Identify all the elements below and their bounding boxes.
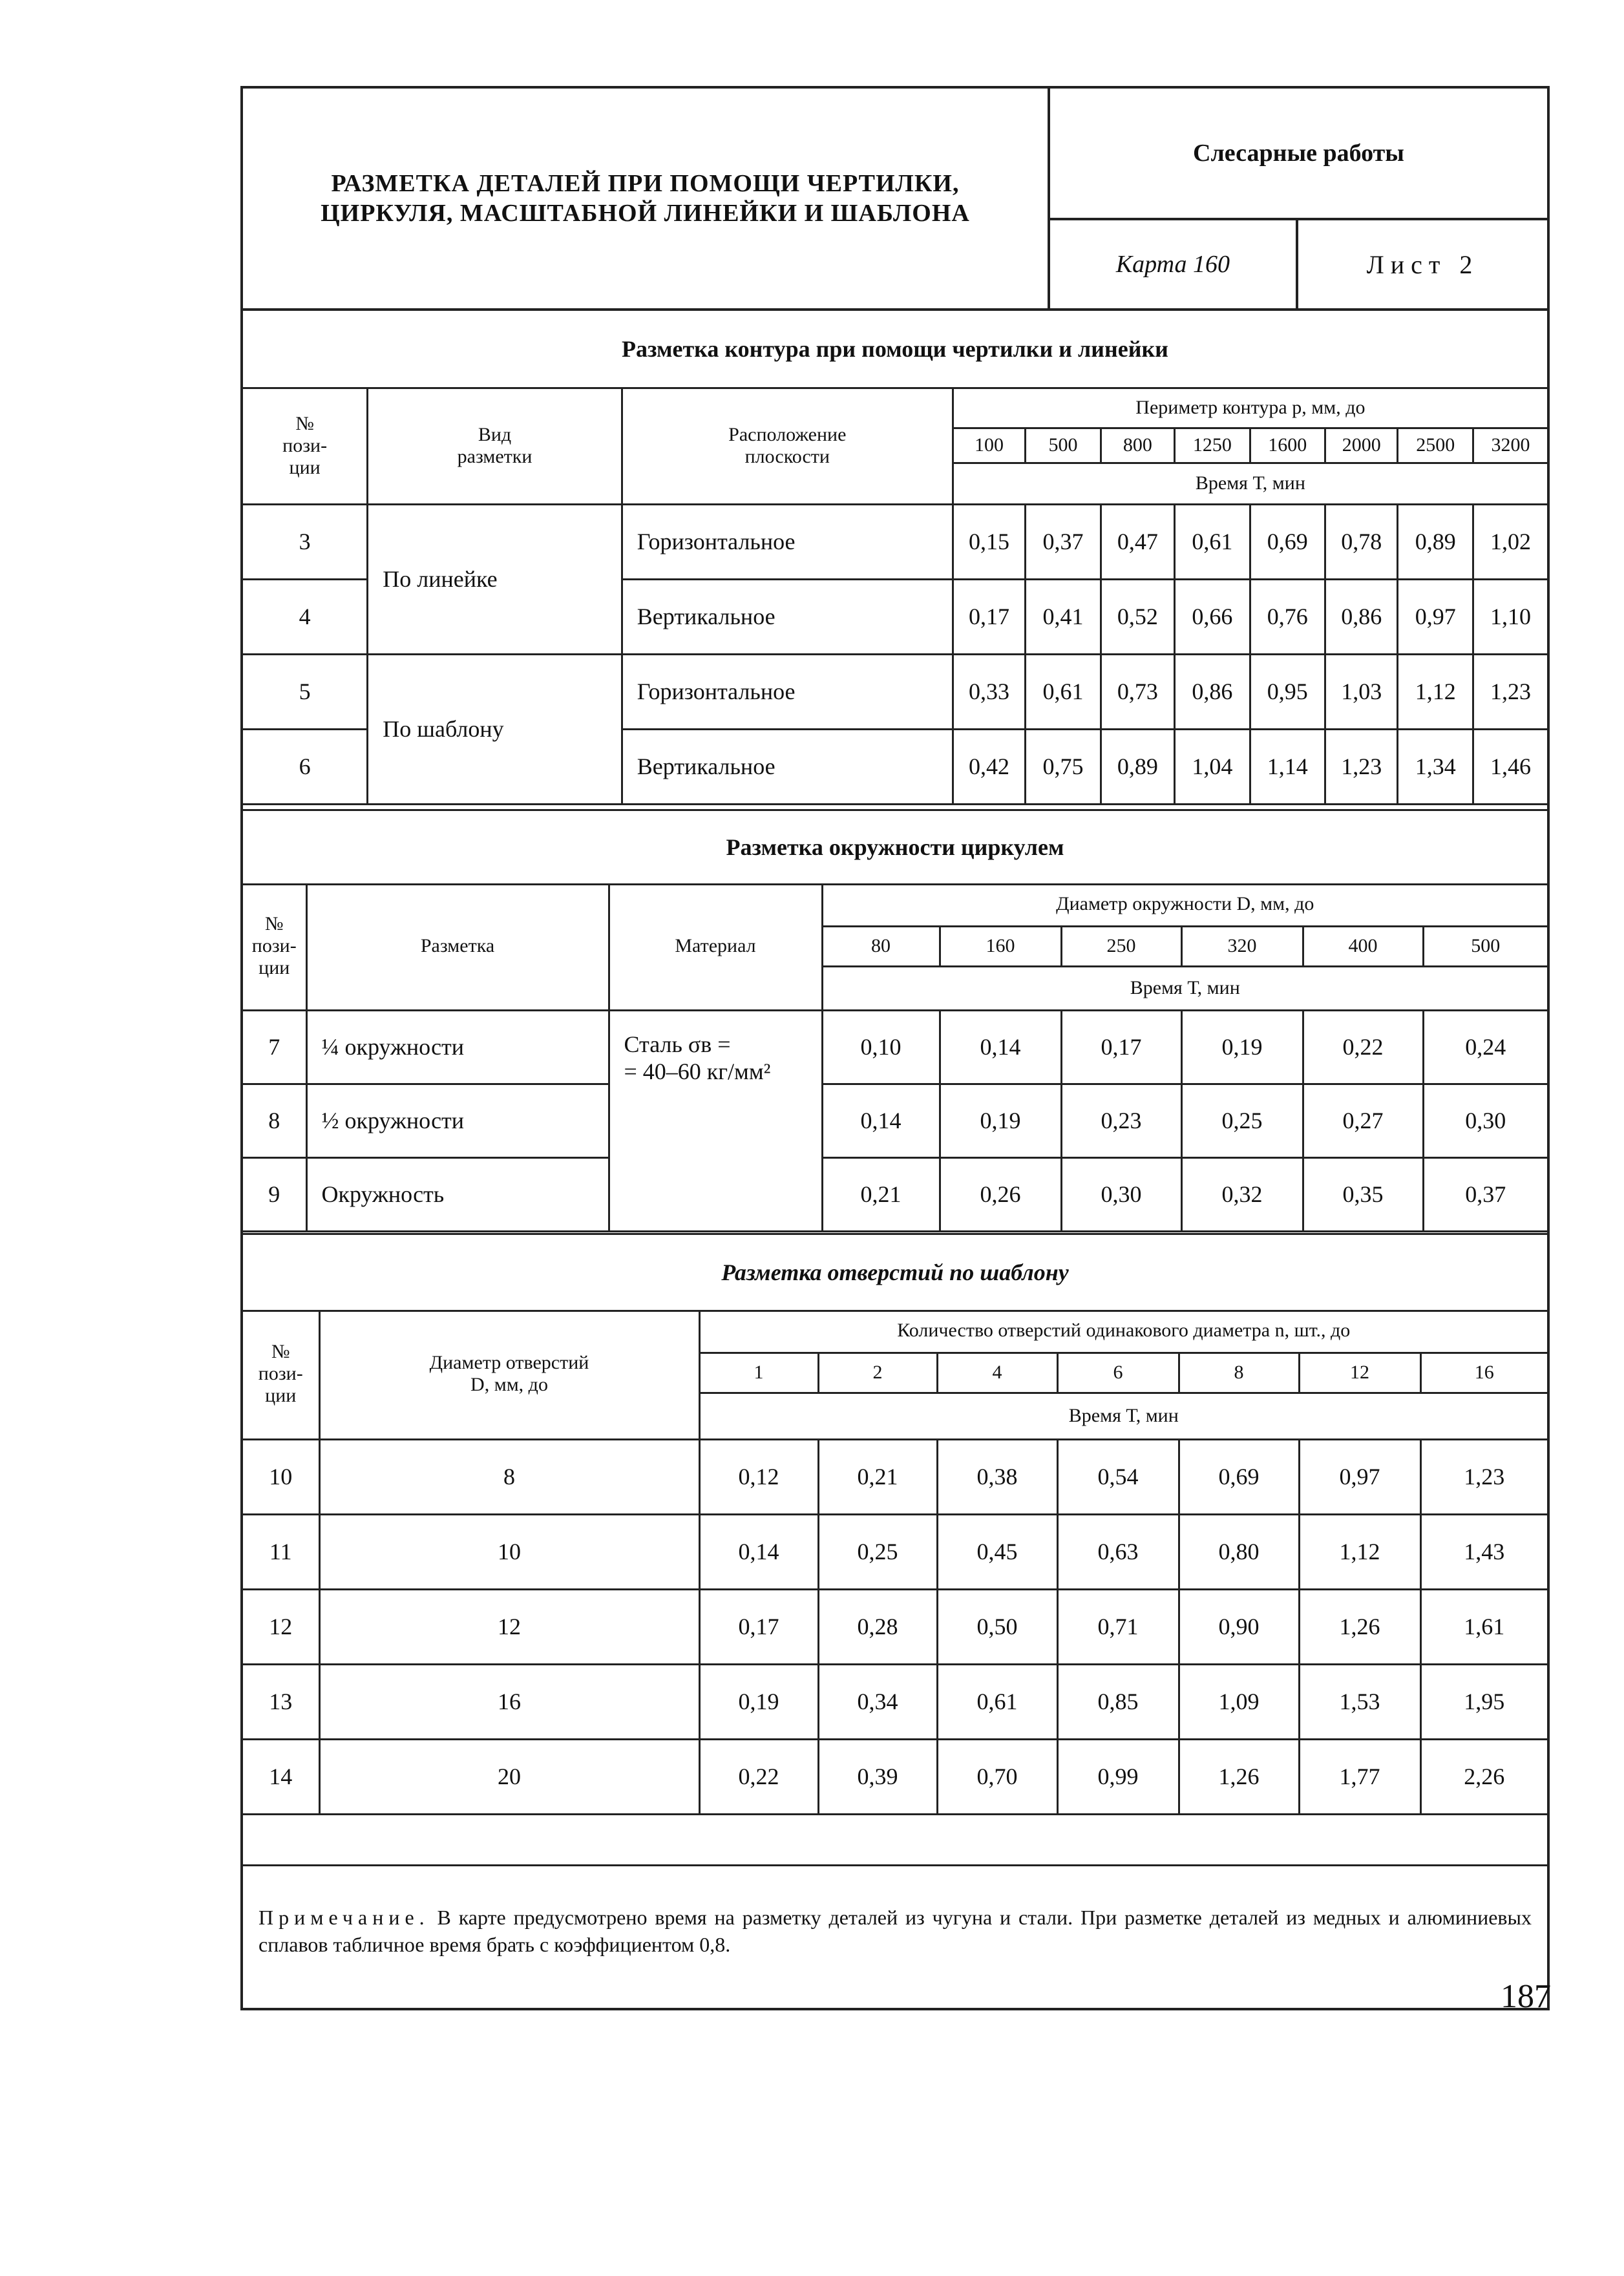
t2-col-position: № пози- ции — [243, 883, 306, 1010]
table-cell: 0,35 — [1303, 1157, 1423, 1231]
t1-time-header: Время Т, мин — [953, 463, 1547, 504]
t1-perimeter: 2000 — [1325, 428, 1398, 463]
t3-col-diameter: Диаметр отверстий D, мм, до — [319, 1310, 699, 1439]
table-cell: 0,34 — [818, 1664, 937, 1739]
table-cell-diameter: 12 — [319, 1589, 699, 1664]
table-cell: 0,19 — [1181, 1010, 1303, 1084]
table-cell: 0,61 — [1175, 504, 1250, 579]
t1-col-position: № пози- ции — [243, 389, 368, 504]
table-cell: 1,02 — [1473, 504, 1547, 579]
table-cell: 0,27 — [1303, 1084, 1423, 1157]
table-cell: 0,70 — [937, 1739, 1057, 1814]
table-cell: 0,22 — [1303, 1010, 1423, 1084]
table-cell: 0,95 — [1250, 654, 1325, 729]
table-cell: 0,30 — [1061, 1157, 1181, 1231]
table-cell: 0,10 — [822, 1010, 940, 1084]
t1-group-ruler: По линейке — [368, 504, 622, 654]
table-cell: 0,17 — [699, 1589, 818, 1664]
t3-count: 6 — [1057, 1353, 1179, 1393]
table-cell: 0,17 — [1061, 1010, 1181, 1084]
table-cell: 0,73 — [1101, 654, 1174, 729]
t1-group-template: По шаблону — [368, 654, 622, 804]
table-cell: 1,23 — [1325, 729, 1398, 804]
table-cell-plane: Горизонтальное — [622, 504, 953, 579]
table-cell: 1,26 — [1179, 1739, 1299, 1814]
table-cell: 0,89 — [1398, 504, 1473, 579]
table-cell-plane: Горизонтальное — [622, 654, 953, 729]
table-cell: 0,25 — [818, 1514, 937, 1589]
table-cell: 0,45 — [937, 1514, 1057, 1589]
t1-group-header: Периметр контура р, мм, до — [953, 389, 1547, 428]
table-cell-diameter: 8 — [319, 1439, 699, 1514]
table-cell: 1,23 — [1420, 1439, 1547, 1514]
t3-count: 1 — [699, 1353, 818, 1393]
table-cell: 0,66 — [1175, 579, 1250, 654]
table-cell: 0,32 — [1181, 1157, 1303, 1231]
table-cell-position: 8 — [243, 1084, 306, 1157]
table-cell: 0,97 — [1299, 1439, 1420, 1514]
table-cell: 1,34 — [1398, 729, 1473, 804]
table-cell-position: 14 — [243, 1739, 319, 1814]
table-cell: 0,99 — [1057, 1739, 1179, 1814]
table-cell: 1,46 — [1473, 729, 1547, 804]
table-cell: 0,47 — [1101, 504, 1174, 579]
table-cell: 0,14 — [699, 1514, 818, 1589]
table-cell-diameter: 20 — [319, 1739, 699, 1814]
table-cell-diameter: 16 — [319, 1664, 699, 1739]
table-cell-position: 12 — [243, 1589, 319, 1664]
footnote — [243, 1864, 1547, 2008]
t1-perimeter: 100 — [953, 428, 1025, 463]
table-cell: 0,61 — [1026, 654, 1101, 729]
category-label: Слесарные работы — [1050, 89, 1547, 220]
table-cell: 0,38 — [937, 1439, 1057, 1514]
table-cell-plane: Вертикальное — [622, 579, 953, 654]
table-cell: 0,76 — [1250, 579, 1325, 654]
table2-circle-marking — [243, 883, 1547, 1232]
t3-col-position: № пози- ции — [243, 1310, 319, 1439]
page-number: 187 — [1501, 1978, 1551, 2015]
footnote-lead: Примечание. — [258, 1906, 430, 1929]
t3-count: 16 — [1420, 1353, 1547, 1393]
t3-group-header: Количество отверстий одинакового диаметра n, шт., до — [699, 1310, 1547, 1353]
table-cell: 0,54 — [1057, 1439, 1179, 1514]
footnote-text: В карте предусмотрено время на разметку деталей из чугуна и стали. При разметке деталей из медных и алюминиевых сплавов табличное время брать с коэффициентом 0,8. — [258, 1906, 1532, 1956]
t2-time-header: Время Т, мин — [822, 966, 1547, 1010]
table-cell-position: 4 — [243, 579, 368, 654]
table-cell: 0,12 — [699, 1439, 818, 1514]
table-cell: 1,04 — [1175, 729, 1250, 804]
t2-col-marking: Разметка — [306, 883, 609, 1010]
table-cell: 1,12 — [1299, 1514, 1420, 1589]
table-cell: 1,53 — [1299, 1664, 1420, 1739]
table-cell: 0,24 — [1423, 1010, 1547, 1084]
t3-count: 2 — [818, 1353, 937, 1393]
table-cell: 0,80 — [1179, 1514, 1299, 1589]
table-cell: 1,10 — [1473, 579, 1547, 654]
table-cell: 0,37 — [1026, 504, 1101, 579]
table-cell-position: 10 — [243, 1439, 319, 1514]
document-title — [243, 89, 1050, 308]
t1-col-type: Вид разметки — [368, 389, 622, 504]
table-cell: 0,23 — [1061, 1084, 1181, 1157]
t2-diameter: 320 — [1181, 926, 1303, 966]
table2-title: Разметка окружности циркулем — [243, 809, 1547, 885]
table-cell: 0,30 — [1423, 1084, 1547, 1157]
table-cell: 0,86 — [1175, 654, 1250, 729]
title-line-2: ЦИРКУЛЯ, МАСШТАБНОЙ ЛИНЕЙКИ И ШАБЛОНА — [321, 200, 970, 227]
table-cell: 0,69 — [1250, 504, 1325, 579]
t1-perimeter: 2500 — [1398, 428, 1473, 463]
table-cell: 0,78 — [1325, 504, 1398, 579]
title-line-1: РАЗМЕТКА ДЕТАЛЕЙ ПРИ ПОМОЩИ ЧЕРТИЛКИ, — [331, 170, 960, 197]
table-cell: 0,33 — [953, 654, 1025, 729]
table-cell: 1,09 — [1179, 1664, 1299, 1739]
table-cell: 0,19 — [699, 1664, 818, 1739]
table-cell: 1,26 — [1299, 1589, 1420, 1664]
table-cell: 0,37 — [1423, 1157, 1547, 1231]
table-cell-marking: Окружность — [306, 1157, 609, 1231]
table-cell: 0,90 — [1179, 1589, 1299, 1664]
table-cell: 0,52 — [1101, 579, 1174, 654]
table-cell-position: 6 — [243, 729, 368, 804]
table-cell: 0,75 — [1026, 729, 1101, 804]
table3-title: Разметка отверстий по шаблону — [243, 1233, 1547, 1312]
table-cell: 0,63 — [1057, 1514, 1179, 1589]
table-cell-marking: ¼ окружности — [306, 1010, 609, 1084]
table-cell: 0,14 — [822, 1084, 940, 1157]
sheet-number: Лист 2 — [1366, 249, 1479, 279]
t2-diameter: 80 — [822, 926, 940, 966]
table-cell: 0,15 — [953, 504, 1025, 579]
table-cell: 1,77 — [1299, 1739, 1420, 1814]
t2-group-header: Диаметр окружности D, мм, до — [822, 883, 1547, 926]
table-cell-diameter: 10 — [319, 1514, 699, 1589]
table-cell: 0,50 — [937, 1589, 1057, 1664]
table-cell: 1,03 — [1325, 654, 1398, 729]
table-cell-position: 9 — [243, 1157, 306, 1231]
t3-time-header: Время Т, мин — [699, 1393, 1547, 1439]
card-number: Карта 160 — [1050, 220, 1298, 308]
table-cell: 0,97 — [1398, 579, 1473, 654]
t3-count: 12 — [1299, 1353, 1420, 1393]
table-cell-position: 11 — [243, 1514, 319, 1589]
table-cell: 0,21 — [818, 1439, 937, 1514]
table-cell-position: 13 — [243, 1664, 319, 1739]
table-cell: 0,21 — [822, 1157, 940, 1231]
table3-hole-marking — [243, 1310, 1547, 1815]
table-cell: 0,17 — [953, 579, 1025, 654]
card-frame — [240, 86, 1550, 2010]
t1-col-plane: Расположение плоскости — [622, 389, 953, 504]
t1-perimeter: 1250 — [1175, 428, 1250, 463]
table-cell: 0,22 — [699, 1739, 818, 1814]
table-cell: 0,41 — [1026, 579, 1101, 654]
t1-perimeter: 1600 — [1250, 428, 1325, 463]
t3-count: 4 — [937, 1353, 1057, 1393]
t2-diameter: 500 — [1423, 926, 1547, 966]
table-cell: 0,71 — [1057, 1589, 1179, 1664]
table-cell-position: 5 — [243, 654, 368, 729]
t3-count: 8 — [1179, 1353, 1299, 1393]
table-cell: 1,12 — [1398, 654, 1473, 729]
table-cell: 0,69 — [1179, 1439, 1299, 1514]
table-cell: 1,95 — [1420, 1664, 1547, 1739]
table-cell: 0,85 — [1057, 1664, 1179, 1739]
table1-contour-marking — [243, 389, 1547, 805]
table-cell: 0,25 — [1181, 1084, 1303, 1157]
table-cell: 0,26 — [940, 1157, 1061, 1231]
t1-perimeter: 500 — [1026, 428, 1101, 463]
table-cell: 0,86 — [1325, 579, 1398, 654]
table-cell: 1,43 — [1420, 1514, 1547, 1589]
table-cell: 0,28 — [818, 1589, 937, 1664]
table-cell-marking: ½ окружности — [306, 1084, 609, 1157]
table-cell: 1,14 — [1250, 729, 1325, 804]
table-cell: 0,19 — [940, 1084, 1061, 1157]
t2-diameter: 160 — [940, 926, 1061, 966]
table-cell: 0,14 — [940, 1010, 1061, 1084]
t2-diameter: 250 — [1061, 926, 1181, 966]
table-cell: 0,42 — [953, 729, 1025, 804]
t2-diameter: 400 — [1303, 926, 1423, 966]
table-cell-position: 3 — [243, 504, 368, 579]
table-cell-position: 7 — [243, 1010, 306, 1084]
table-cell: 0,39 — [818, 1739, 937, 1814]
table-cell: 1,23 — [1473, 654, 1547, 729]
table1-title: Разметка контура при помощи чертилки и линейки — [243, 311, 1547, 389]
t1-perimeter: 3200 — [1473, 428, 1547, 463]
t2-col-material: Материал — [609, 883, 822, 1010]
table-cell-plane: Вертикальное — [622, 729, 953, 804]
table-cell: 2,26 — [1420, 1739, 1547, 1814]
t1-perimeter: 800 — [1101, 428, 1174, 463]
table-cell: 1,61 — [1420, 1589, 1547, 1664]
t2-material-steel: Сталь σв = = 40–60 кг/мм² — [609, 1010, 822, 1231]
card-header — [243, 89, 1547, 311]
table-cell: 0,89 — [1101, 729, 1174, 804]
table-cell: 0,61 — [937, 1664, 1057, 1739]
